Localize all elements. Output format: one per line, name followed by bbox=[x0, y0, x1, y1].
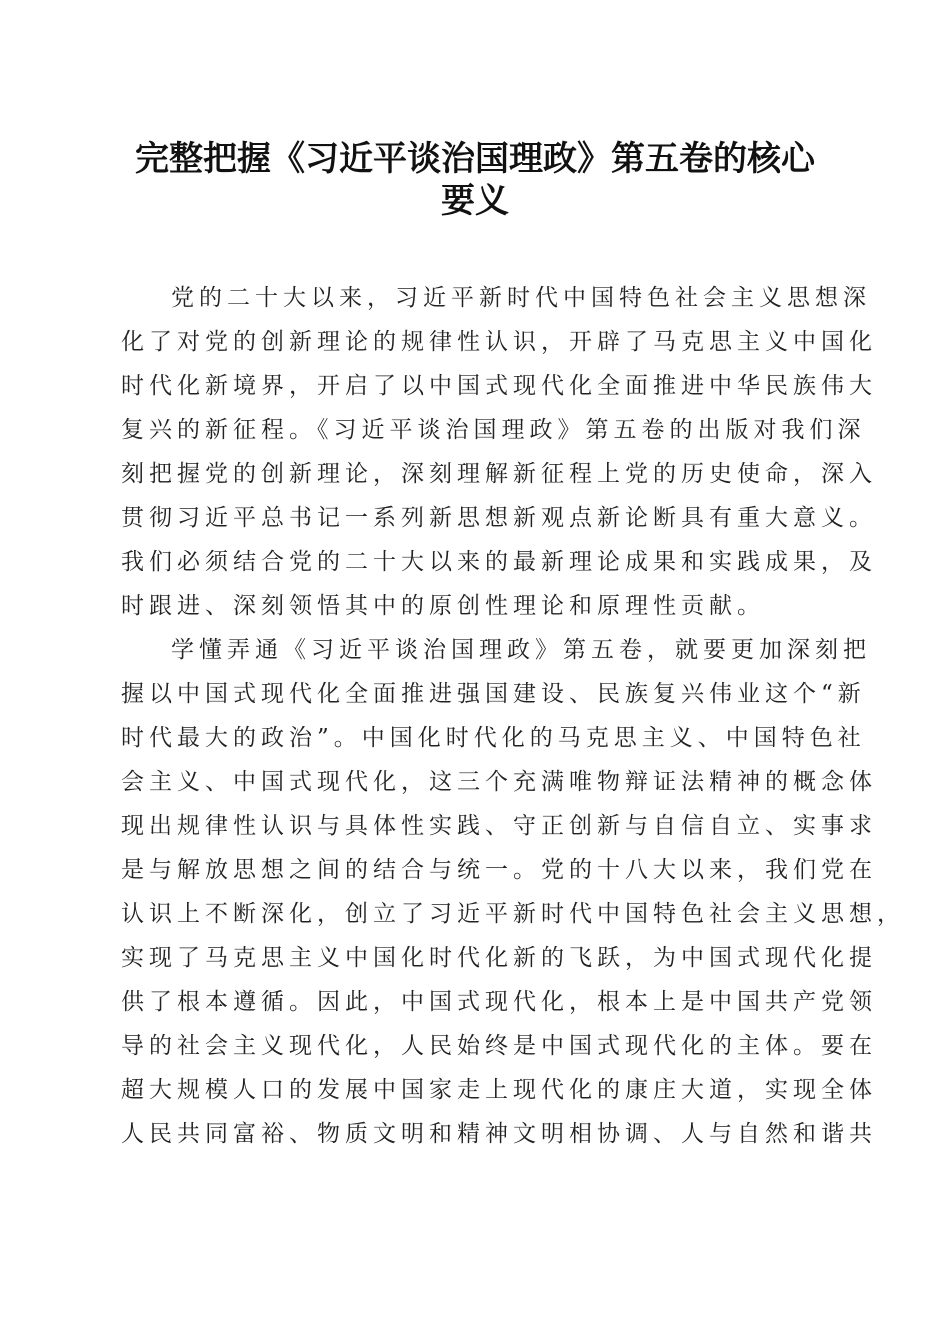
paragraph-line: 时跟进、深刻领悟其中的原创性理论和原理性贡献。 bbox=[121, 593, 765, 619]
paragraph-line: 党的二十大以来，习近平新时代中国特色社会主义思想深 bbox=[171, 285, 871, 311]
paragraph-line: 贯彻习近平总书记一系列新思想新观点新论断具有重大意义。 bbox=[121, 505, 877, 531]
paragraph-line: 供了根本遵循。因此，中国式现代化，根本上是中国共产党领 bbox=[121, 989, 877, 1015]
paragraph-line: 人民共同富裕、物质文明和精神文明相协调、人与自然和谐共 bbox=[121, 1121, 877, 1147]
paragraph-line: 时代化新境界，开启了以中国式现代化全面推进中华民族伟大 bbox=[121, 373, 877, 399]
document-title bbox=[110, 138, 840, 222]
paragraph-line: 握以中国式现代化全面推进强国建设、民族复兴伟业这个“新 bbox=[121, 681, 866, 707]
title-line: 完整把握《习近平谈治国理政》第五卷的核心 bbox=[135, 139, 815, 179]
document-body bbox=[121, 276, 905, 1156]
paragraph-line: 时代最大的政治”。中国化时代化的马克思主义、中国特色社 bbox=[121, 725, 866, 751]
paragraph-line: 复兴的新征程。《习近平谈治国理政》第五卷的出版对我们深 bbox=[121, 417, 866, 443]
paragraph-line: 实现了马克思主义中国化时代化新的飞跃，为中国式现代化提 bbox=[121, 945, 877, 971]
paragraph-line: 超大规模人口的发展中国家走上现代化的康庄大道，实现全体 bbox=[121, 1077, 877, 1103]
paragraph-line: 学懂弄通《习近平谈治国理政》第五卷，就要更加深刻把 bbox=[171, 637, 871, 663]
paragraph-line: 刻把握党的创新理论，深刻理解新征程上党的历史使命，深入 bbox=[121, 461, 877, 487]
title-line: 要义 bbox=[441, 181, 509, 221]
paragraph-line: 现出规律性认识与具体性实践、守正创新与自信自立、实事求 bbox=[121, 813, 877, 839]
paragraph-line: 导的社会主义现代化，人民始终是中国式现代化的主体。要在 bbox=[121, 1033, 877, 1059]
paragraph-line: 是与解放思想之间的结合与统一。党的十八大以来，我们党在 bbox=[121, 857, 877, 883]
paragraph-1 bbox=[121, 276, 877, 628]
paragraph-line: 认识上不断深化，创立了习近平新时代中国特色社会主义思想， bbox=[121, 901, 905, 927]
paragraph-2 bbox=[121, 628, 905, 1156]
paragraph-line: 我们必须结合党的二十大以来的最新理论成果和实践成果，及 bbox=[121, 549, 877, 575]
paragraph-line: 化了对党的创新理论的规律性认识，开辟了马克思主义中国化 bbox=[121, 329, 877, 355]
paragraph-line: 会主义、中国式现代化，这三个充满唯物辩证法精神的概念体 bbox=[121, 769, 877, 795]
